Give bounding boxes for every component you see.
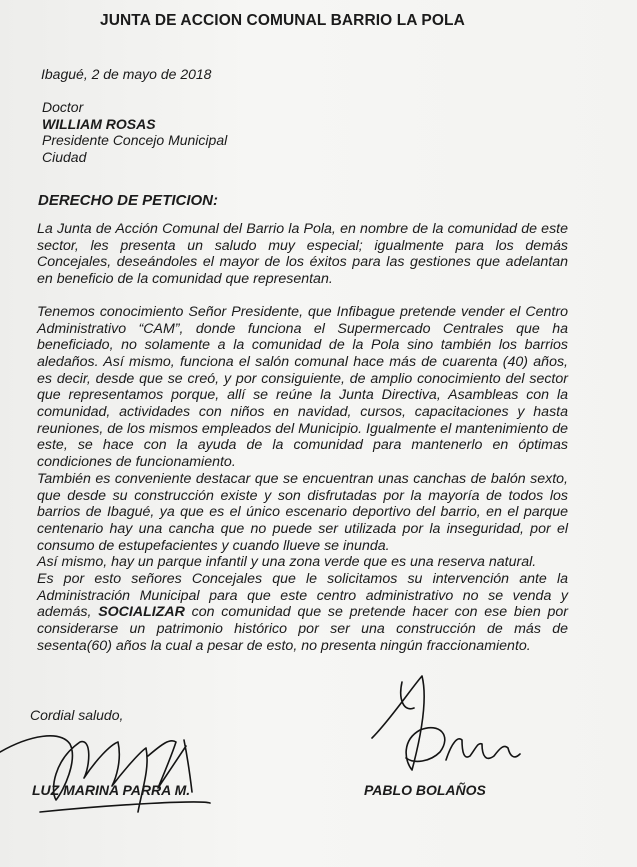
- recipient-position: Presidente Concejo Municipal: [42, 132, 228, 148]
- organization-heading: JUNTA DE ACCION COMUNAL BARRIO LA POLA: [100, 12, 465, 29]
- subject-line: DERECHO DE PETICION:: [38, 192, 219, 209]
- body-paragraph: La Junta de Acción Comunal del Barrio la Pola, en nombre de la comunidad de este sector, les presenta un saludo muy especial; igualmente para los demás Concejales, deseándoles el mayor de los éxitos para las gestiones que adelantan en beneficio de la comunidad que representan.: [37, 221, 568, 288]
- recipient-salutation: Doctor: [42, 99, 84, 115]
- request-emphasis: SOCIALIZAR: [98, 604, 185, 621]
- recipient-name: WILLIAM ROSAS: [42, 115, 156, 132]
- date-line: Ibagué, 2 de mayo de 2018: [41, 66, 212, 82]
- request-text-start: Es por esto señores Concejales que le solicitamos su intervención ante la Administración Municipal para que este centro administrativo no se venda y además,: [37, 571, 568, 621]
- request-text-end: con comunidad que se pretende hacer con ese bien por considerarse un patrimonio histórico por ser una construcción de más de sesenta(60) años la cual a pesar de esto, no presenta ningún fraccionamiento.: [37, 604, 569, 654]
- signature-right: [372, 676, 520, 770]
- body-paragraph: Así mismo, hay un parque infantil y una zona verde que es una reserva natural.: [37, 554, 537, 571]
- recipient-city: Ciudad: [42, 148, 87, 165]
- signatory-name-left: LUZ MARINA PARRA M.: [32, 782, 191, 798]
- body-paragraph: Tenemos conocimiento Señor Presidente, que Infibague pretende vender el Centro Administrativo “CAM”, donde funciona el Supermercado Centrales que ha beneficiado, no solamente a la comunidad de la Pola sino también los barrios aledaños. Así mismo, funciona el salón comunal hace más de cuarenta (40) años, es decir, desde que se creó, y por consiguiente, de amplio conocimiento del sector que representamos porque, allí se reúne la Junta Directiva, Asambleas con la comunidad, actividades con niños en navidad, cursos, capacitaciones y hasta reuniones, de los mismos empleados del Municipio. Igualmente el mantenimiento de este, se hace con la ayuda de la comunidad para mantenerlo en óptimas condiciones de funcionamiento.: [37, 303, 568, 471]
- signature-left: [0, 736, 210, 812]
- signatory-name-right: PABLO BOLAÑOS: [364, 782, 486, 798]
- body-paragraph: También es conveniente destacar que se encuentran unas canchas de balón sexto, que desde su construcción existe y son disfrutadas por la mayoría de todos los barrios de Ibagué, ya que es el único escenario deportivo del barrio, en el parque centenario hay una cancha que no puede ser utilizada por la inseguridad, por el consumo de estupefacientes y cuando llueve se inunda.: [37, 470, 568, 554]
- closing-line: Cordial saludo,: [30, 707, 124, 723]
